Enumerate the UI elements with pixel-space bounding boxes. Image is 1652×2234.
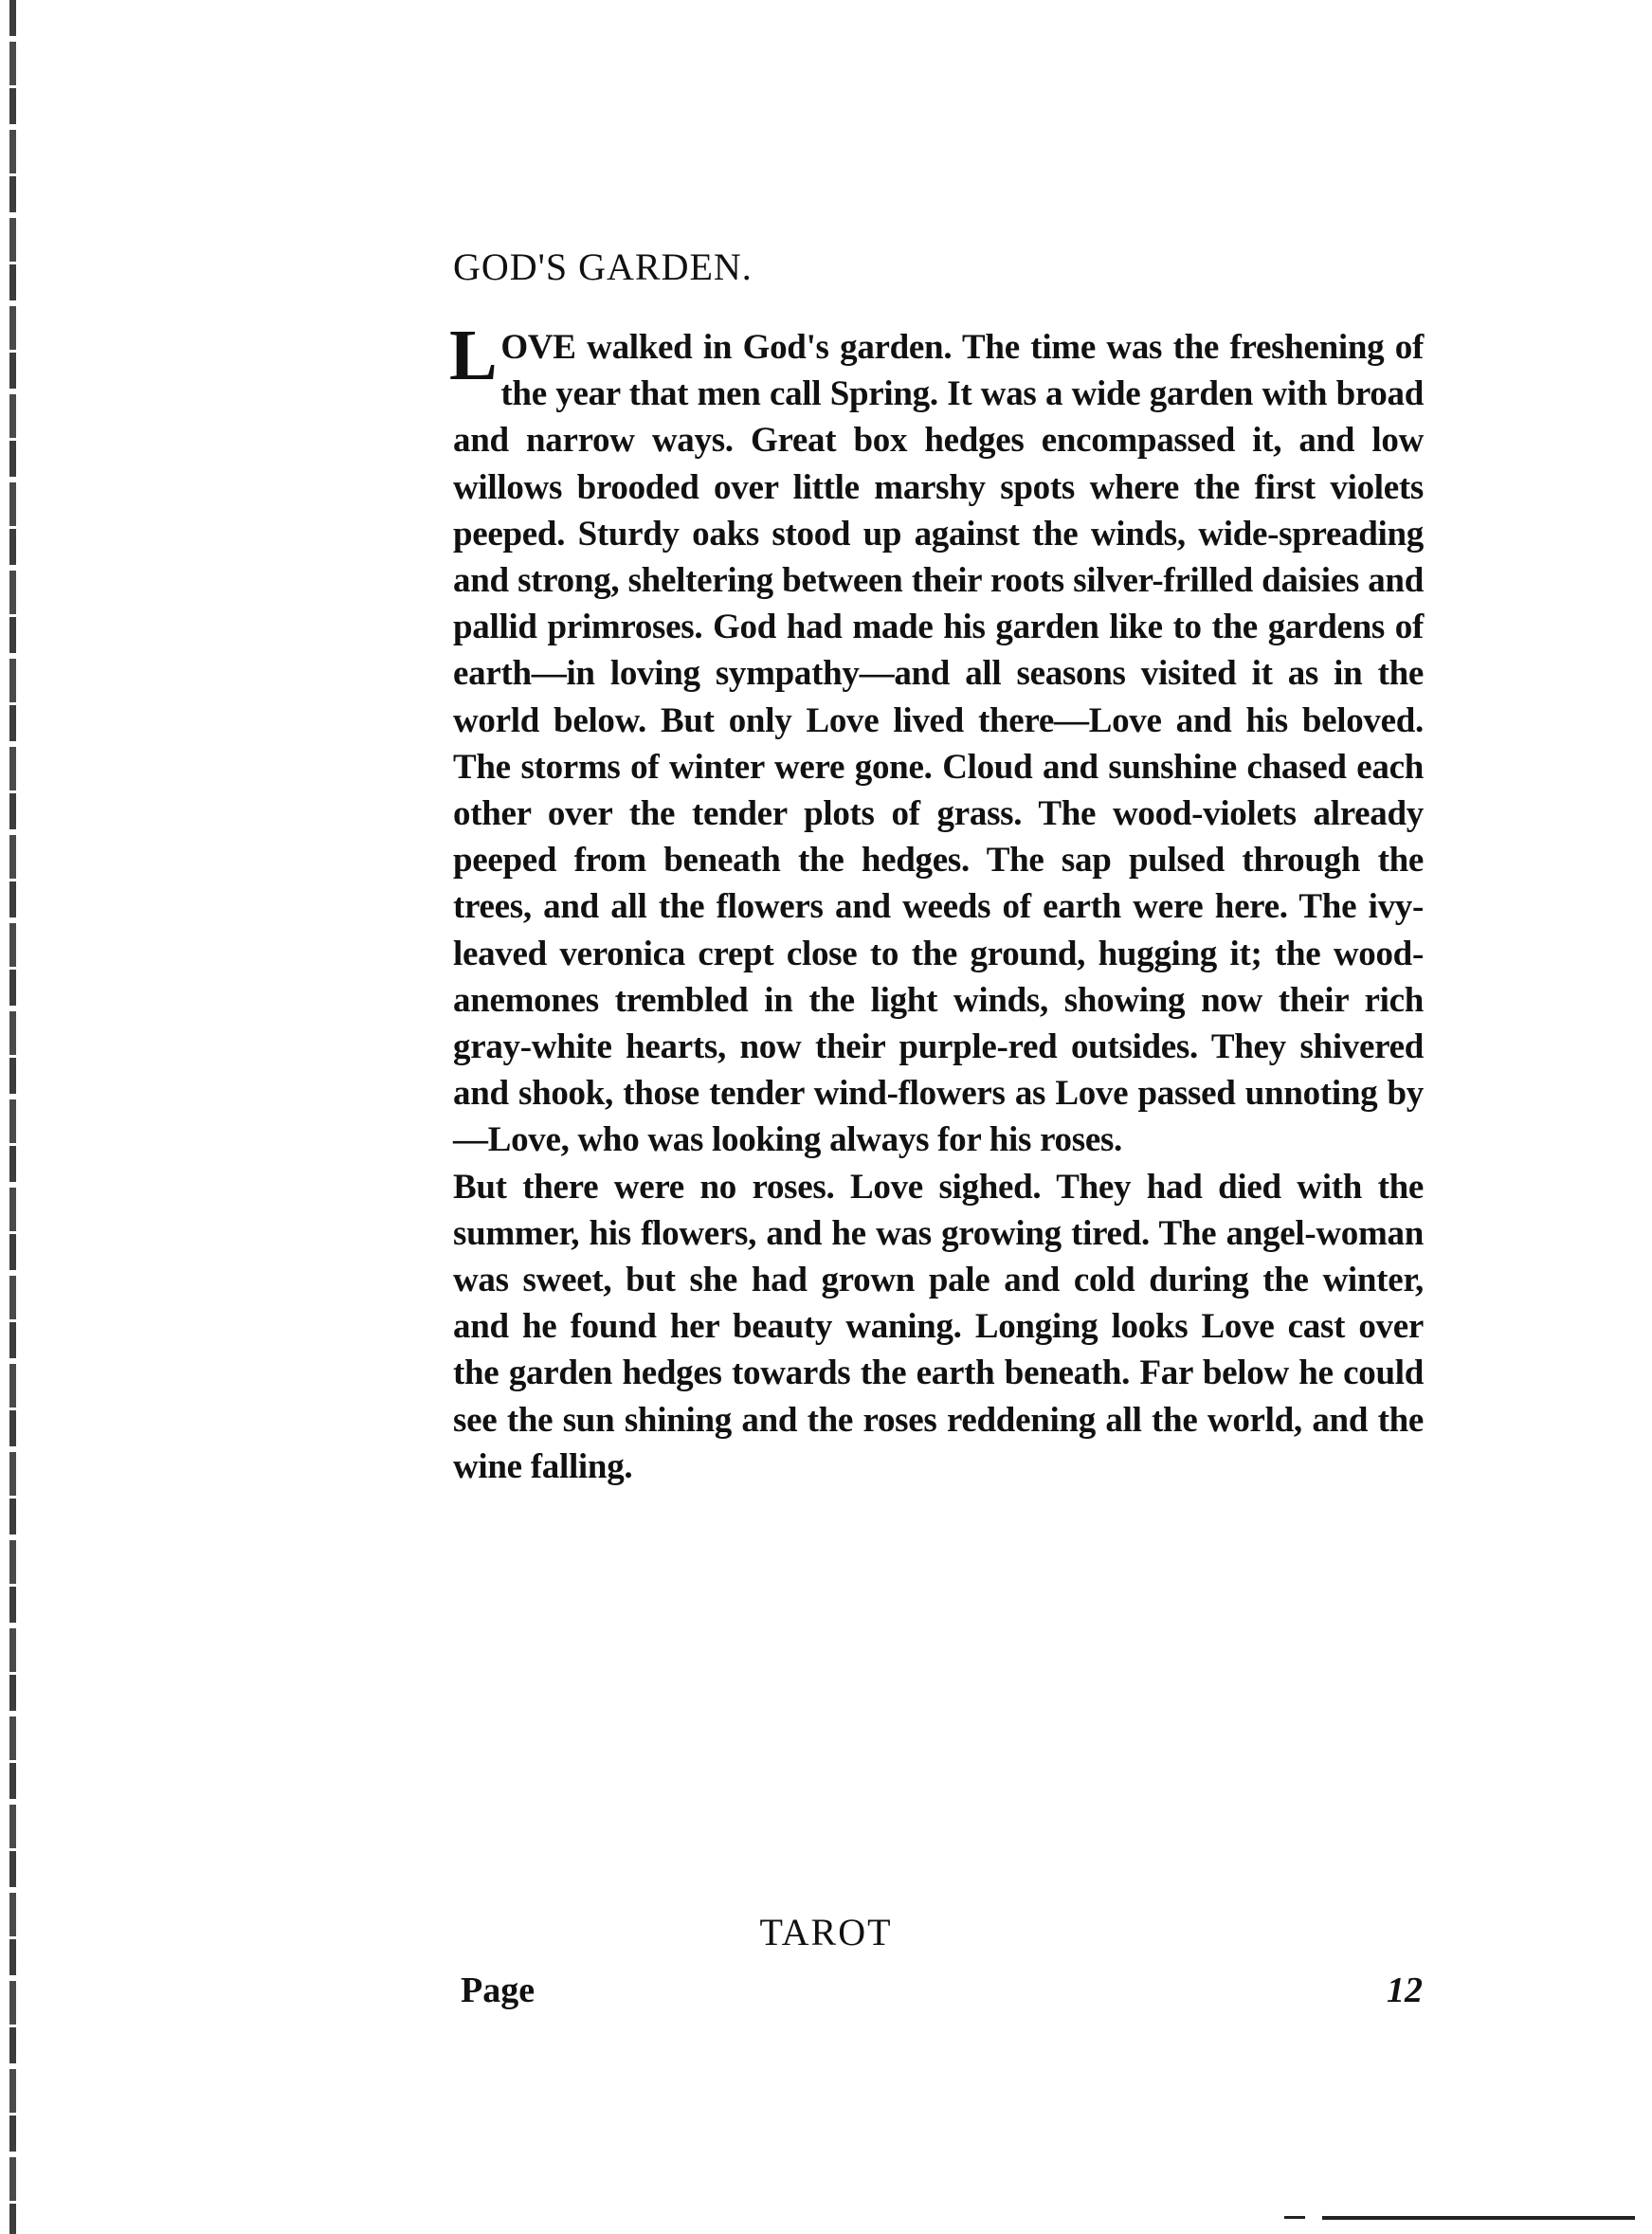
bottom-rule-dash: [1284, 2216, 1305, 2219]
drop-cap: L: [449, 316, 498, 395]
paragraph-2: But there were no roses. Love sighed. They had died with the summer, his flowers, and he was growing tired. The angel-woman was sweet, but she had grown pale and cold during the winter, and he found her beauty waning. Longing looks Love cast over the garden hedges towards the earth beneath. Far below he could see the sun shining and the roses reddening all the world, and the wine falling.: [453, 1167, 1424, 1486]
page-number: 12: [1387, 1971, 1423, 2010]
running-title: TAROT: [759, 1911, 893, 1953]
chapter-body: [449, 316, 1424, 1490]
paragraph-1-text: OVE walked in God's garden. The time was the freshening of the year that men call Spring. It was a wide garden with broad and narrow ways. Great box hedges encompassed it, and low willows brooded over little marshy spots where the first violets peeped. Sturdy oaks stood up against the winds, wide-spreading and strong, sheltering between their roots silver-frilled daisies and pallid primroses. God had made his garden like to the gardens of earth—in loving sympathy—and all seasons visited it as in the world below. But only Love lived there—Love and his beloved. The storms of winter were gone. Cloud and sunshine chased each other over the tender plots of grass. The wood-violets already peeped from beneath the hedges. The sap pulsed through the trees, and all the flowers and weeds of earth were here. The ivy-leaved veronica crept close to the ground, hugging it; the wood-anemones trembled in the light winds, showing now their rich gray-white hearts, now their purple-red outsides. They shivered and shook, those tender wind-flowers as Love passed unnoting by—Love, who was looking always for his roses.: [453, 328, 1424, 1160]
bottom-rule: [1322, 2216, 1635, 2220]
chapter-title: GOD'S GARDEN.: [453, 245, 753, 288]
page-label: Page: [461, 1971, 536, 2010]
scan-binding-edge: [9, 0, 16, 2234]
paragraph-1: [449, 316, 1424, 1164]
